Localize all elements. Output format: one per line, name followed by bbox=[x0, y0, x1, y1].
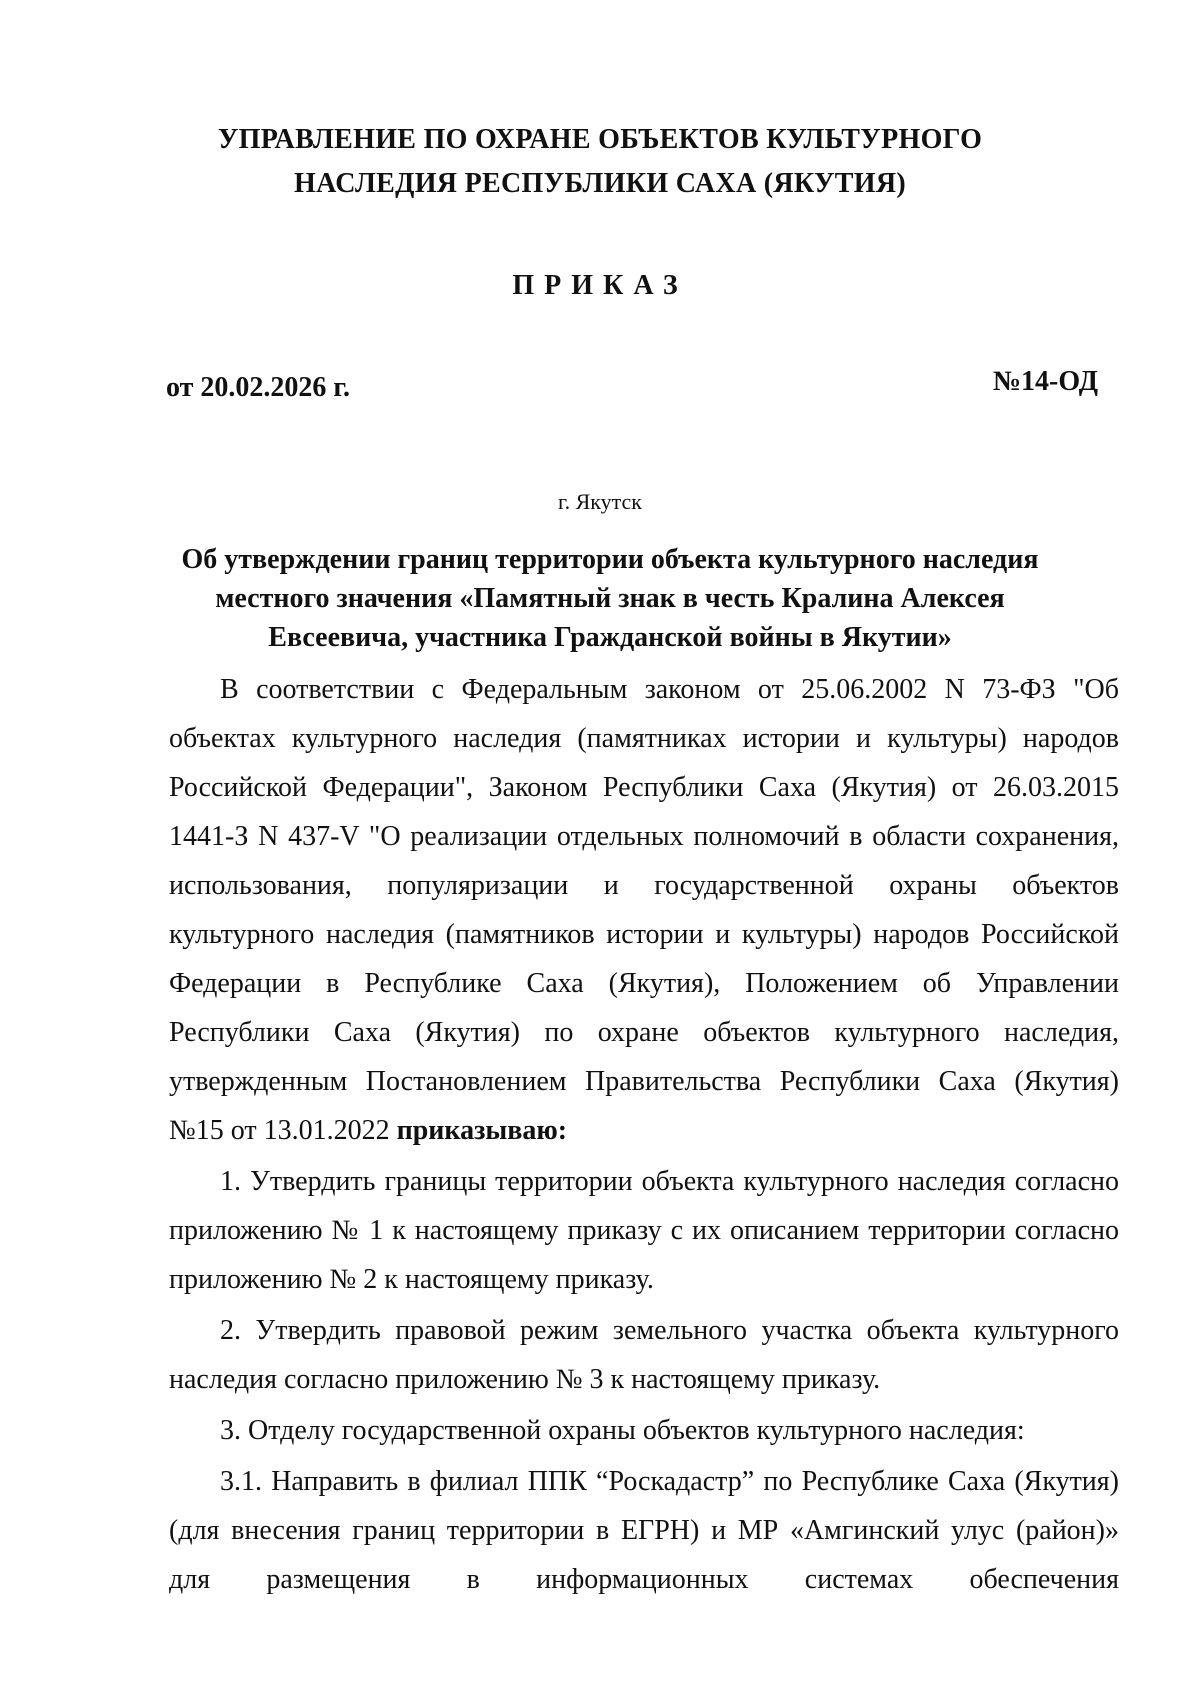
subject-line1: Об утверждении границ территории объекта культурного наследия bbox=[181, 544, 1039, 575]
authority-name bbox=[0, 118, 1200, 206]
document-type: ПРИКАЗ bbox=[512, 270, 688, 301]
document-body bbox=[169, 665, 1119, 1606]
subject-line2: местного значения «Памятный знак в честь Кралина Алексея bbox=[215, 583, 1005, 614]
preamble-paragraph bbox=[169, 665, 1119, 1155]
subject-line3: Евсеевича, участника Гражданской войны в Якутии» bbox=[268, 622, 952, 653]
document-number: №14-ОД bbox=[992, 366, 1098, 397]
authority-name-line1: УПРАВЛЕНИЕ ПО ОХРАНЕ ОБЪЕКТОВ КУЛЬТУРНОГО bbox=[217, 124, 983, 155]
authority-name-line2: НАСЛЕДИЯ РЕСПУБЛИКИ САХА (ЯКУТИЯ) bbox=[293, 168, 907, 199]
item-1-paragraph: 1. Утвердить границы территории объекта культурного наследия согласно приложению № 1 к настоящему приказу с их описанием территории согласно приложению № 2 к настоящему приказу. bbox=[169, 1166, 1119, 1295]
order-word: приказываю: bbox=[396, 1115, 568, 1146]
document-subject bbox=[150, 540, 1070, 657]
item-2-paragraph: 2. Утвердить правовой режим земельного участка объекта культурного наследия согласно приложению № 3 к настоящему приказу. bbox=[169, 1315, 1119, 1395]
document-city: г. Якутск bbox=[558, 489, 642, 514]
document-date: от 20.02.2026 г. bbox=[166, 372, 350, 403]
preamble-text: В соответствии с Федеральным законом от 25.06.2002 N 73-ФЗ "Об объектах культурного наследия (памятниках истории и культуры) народов Российской Федерации", Законом Республики Саха (Якутия) от 26.03.2015 1441-З N 437-V "О реализации отдельных полномочий в области сохранения, использования, популяризации и государственной охраны объектов культурного наследия (памятников истории и культуры) народов Российской Федерации в Республике Саха (Якутия), Положением об Управлении Республики Саха (Якутия) по охране объектов культурного наследия, утвержденным Постановлением Правительства Республики Саха (Якутия) №15 от 13.01.2022 bbox=[169, 674, 1119, 1146]
item-3-paragraph: 3. Отделу государственной охраны объектов культурного наследия: bbox=[220, 1415, 1025, 1446]
item-3-1-paragraph: 3.1. Направить в филиал ППК “Роскадастр” по Республике Саха (Якутия) (для внесения границ территории в ЕГРН) и МР «Амгинский улус (район)» для размещения в информационных системах обеспечения bbox=[169, 1466, 1119, 1595]
